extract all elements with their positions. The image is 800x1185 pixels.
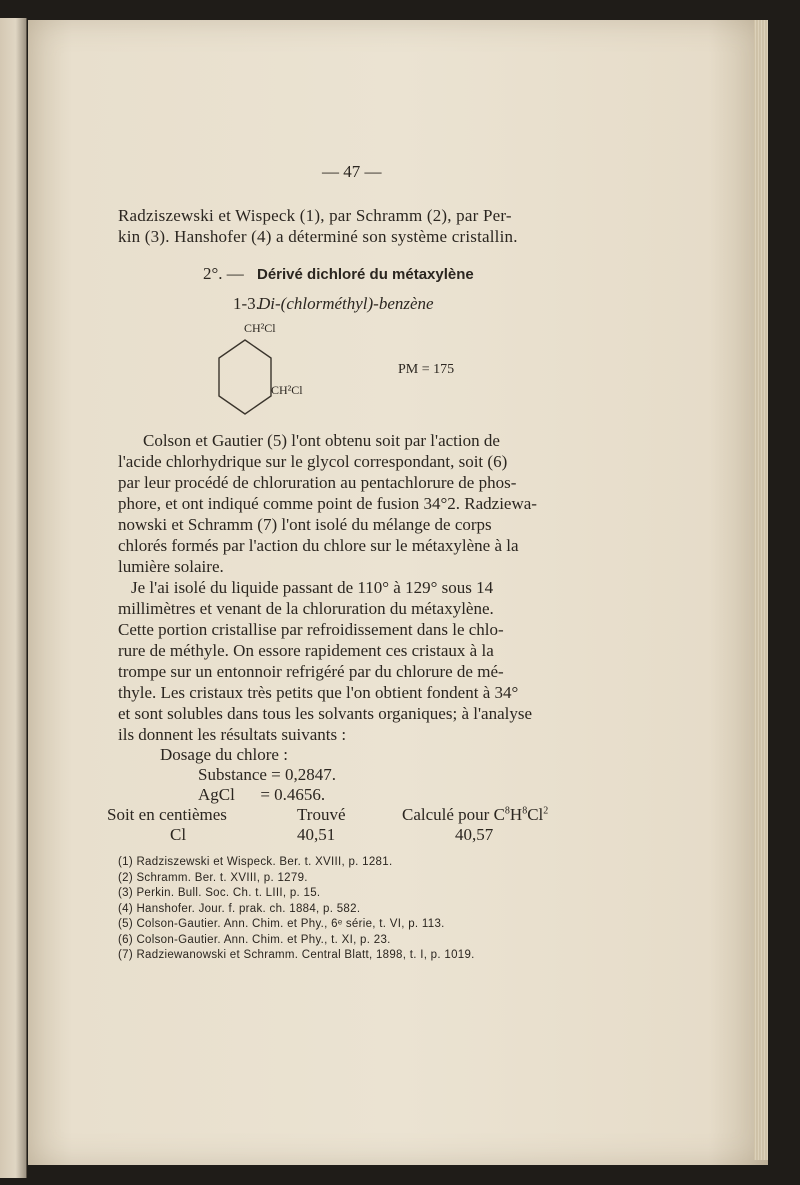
- table-header-label: Soit en centièmes: [107, 805, 227, 824]
- paragraph-1-line: lumière solaire.: [118, 557, 224, 576]
- section-title-prefix: 2°. —: [203, 264, 244, 283]
- paragraph-2-line: millimètres et venant de la chloruration du métaxylène.: [118, 599, 494, 618]
- footnote: (2) Schramm. Ber. t. XVIII, p. 1279.: [118, 872, 308, 884]
- paragraph-1-line: nowski et Schramm (7) l'ont isolé du mélange de corps: [118, 515, 492, 534]
- intro-line: Radziszewski et Wispeck (1), par Schramm (2), par Per-: [118, 206, 512, 225]
- paragraph-1-line: par leur procédé de chloruration au pentachlorure de phos-: [118, 473, 517, 492]
- page-stack-edge: [754, 20, 768, 1160]
- table-header-found: Trouvé: [297, 805, 346, 824]
- analysis-agcl: AgCl = 0.4656.: [198, 785, 326, 804]
- formula-sub: 2: [543, 805, 549, 817]
- formula-element: Cl: [527, 805, 544, 824]
- intro-line: kin (3). Hanshofer (4) a déterminé son système cristallin.: [118, 227, 518, 246]
- calc-prefix: Calculé pour C: [402, 805, 505, 824]
- footnote: (3) Perkin. Bull. Soc. Ch. t. LIII, p. 15.: [118, 887, 321, 899]
- section-title: Dérivé dichloré du métaxylène: [257, 266, 474, 283]
- table-row-calc: 40,57: [455, 825, 494, 844]
- paragraph-1-line: l'acide chlorhydrique sur le glycol correspondant, soit (6): [118, 452, 508, 471]
- footnote: (7) Radziewanowski et Schramm. Central Blatt, 1898, t. I, p. 1019.: [118, 949, 475, 961]
- analysis-heading: Dosage du chlore :: [160, 745, 288, 764]
- footnote: (5) Colson-Gautier. Ann. Chim. et Phy., 6ᵉ série, t. VI, p. 113.: [118, 918, 445, 930]
- table-row-found: 40,51: [297, 825, 336, 844]
- structure-right-substituent: CH²Cl: [271, 383, 303, 397]
- footnote: (1) Radziszewski et Wispeck. Ber. t. XVIII, p. 1281.: [118, 856, 393, 868]
- paragraph-1-line: Colson et Gautier (5) l'ont obtenu soit par l'action de: [143, 431, 500, 450]
- footnote: (6) Colson-Gautier. Ann. Chim. et Phy., t. XI, p. 23.: [118, 934, 391, 946]
- page-number: — 47 —: [322, 162, 382, 181]
- formula-element: H: [509, 805, 523, 824]
- paragraph-2-line: ils donnent les résultats suivants :: [118, 725, 347, 744]
- paragraph-2-line: Je l'ai isolé du liquide passant de 110° à 129° sous 14: [131, 578, 494, 597]
- facing-page-edge: [0, 18, 27, 1178]
- compound-name: Di-(chlorméthyl)-benzène: [258, 294, 434, 313]
- structure-top-substituent: CH²Cl: [244, 321, 276, 335]
- paragraph-2-line: Cette portion cristallise par refroidissement dans le chlo-: [118, 620, 504, 639]
- paragraph-2-line: thyle. Les cristaux très petits que l'on obtient fondent à 34°: [118, 683, 519, 702]
- paragraph-2-line: rure de méthyle. On essore rapidement ces cristaux à la: [118, 641, 494, 660]
- paragraph-1-line: chlorés formés par l'action du chlore sur le métaxylène à la: [118, 536, 519, 555]
- compound-prefix: 1-3.: [233, 294, 260, 313]
- formula-sub: 8: [504, 805, 510, 817]
- paragraph-1-line: phore, et ont indiqué comme point de fusion 34°2. Radziewa-: [118, 494, 537, 513]
- paragraph-2-line: trompe sur un entonnoir refrigéré par du chlorure de mé-: [118, 662, 504, 681]
- molecular-weight: PM = 175: [398, 362, 455, 377]
- paragraph-2-line: et sont solubles dans tous les solvants organiques; à l'analyse: [118, 704, 533, 723]
- table-row-label: Cl: [170, 825, 187, 844]
- analysis-substance: Substance = 0,2847.: [198, 765, 337, 784]
- table-header-calc: [402, 805, 548, 825]
- benzene-ring-diagram: [214, 336, 276, 418]
- formula-sub: 8: [522, 805, 528, 817]
- footnote: (4) Hanshofer. Jour. f. prak. ch. 1884, p. 582.: [118, 903, 361, 915]
